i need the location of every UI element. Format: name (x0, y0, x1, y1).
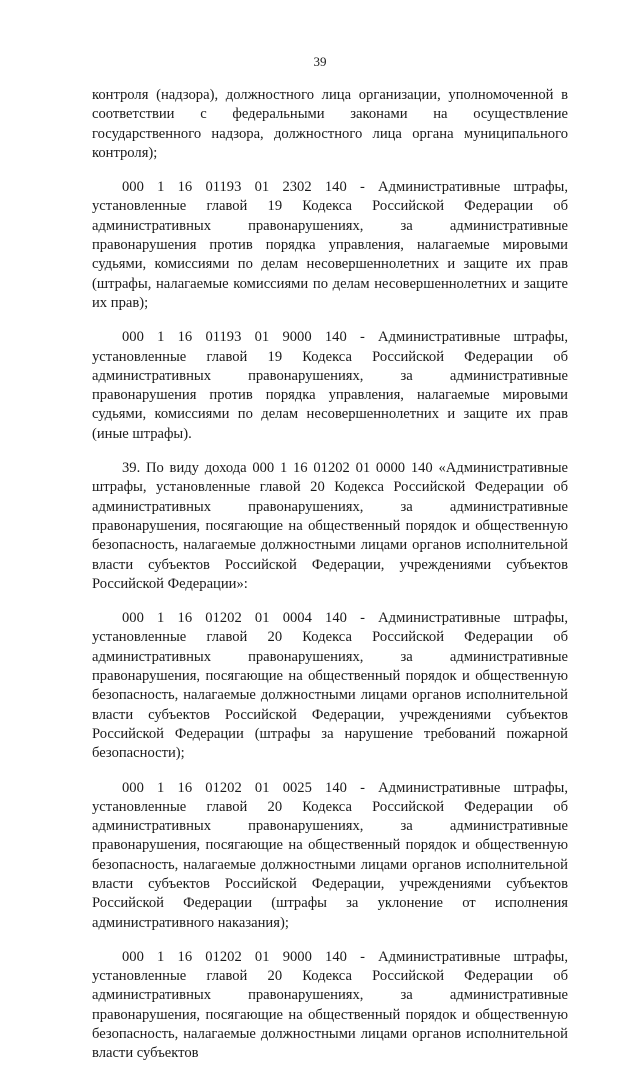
paragraph-code-01202-9000: 000 1 16 01202 01 9000 140 - Административные штрафы, установленные главой 20 Кодекса Российской Федерации об административных правонарушениях, за административные правонарушения, посягающие на общественный порядок и общественную безопасность, налагаемые должностными лицами органов исполнительной власти субъектов (92, 948, 568, 1062)
page-number: 39 (313, 54, 327, 69)
paragraph-item-39: 39. По виду дохода 000 1 16 01202 01 0000 140 «Административные штрафы, установленные главой 20 Кодекса Российской Федерации об административных правонарушениях, за административные правонарушения, посягающие на общественный порядок и общественную безопасность, налагаемые должностными лицами органов исполнительной власти субъектов Российской Федерации, учреждениями субъектов Российской Федерации»: (92, 460, 568, 592)
paragraph-code-01193-2302: 000 1 16 01193 01 2302 140 - Административные штрафы, установленные главой 19 Кодекса Российской Федерации об административных правонарушениях, за административные правонарушения против порядка управления, налагаемые мировыми судьями, комиссиями по делам несовершеннолетних и защите их прав (штрафы, налагаемые комиссиями по делам несовершеннолетних и защите их прав); (92, 179, 568, 311)
paragraph-code-01202-0025: 000 1 16 01202 01 0025 140 - Административные штрафы, установленные главой 20 Кодекса Российской Федерации об административных правонарушениях, за административные правонарушения, посягающие на общественный порядок и общественную безопасность, налагаемые должностными лицами органов исполнительной власти субъектов Российской Федерации, учреждениями субъектов Российской Федерации (штрафы за уклонение от исполнения административного наказания); (92, 779, 568, 931)
document-body (92, 86, 568, 1079)
paragraph-continuation: контроля (надзора), должностного лица организации, уполномоченной в соответствии с федеральными законами на осуществление государственного надзора, должностного лица органа муниципального контроля); (92, 87, 568, 161)
paragraph-code-01193-9000: 000 1 16 01193 01 9000 140 - Административные штрафы, установленные главой 19 Кодекса Российской Федерации об административных правонарушениях, за административные правонарушения против порядка управления, налагаемые мировыми судьями, комиссиями по делам несовершеннолетних и защите их прав (иные штрафы). (92, 329, 568, 442)
paragraph-code-01202-0004: 000 1 16 01202 01 0004 140 - Административные штрафы, установленные главой 20 Кодекса Российской Федерации об административных правонарушениях, за административные правонарушения, посягающие на общественный порядок и общественную безопасность, налагаемые должностными лицами органов исполнительной власти субъектов Российской Федерации, учреждениями субъектов Российской Федерации (штрафы за нарушение требований пожарной безопасности); (92, 610, 568, 762)
